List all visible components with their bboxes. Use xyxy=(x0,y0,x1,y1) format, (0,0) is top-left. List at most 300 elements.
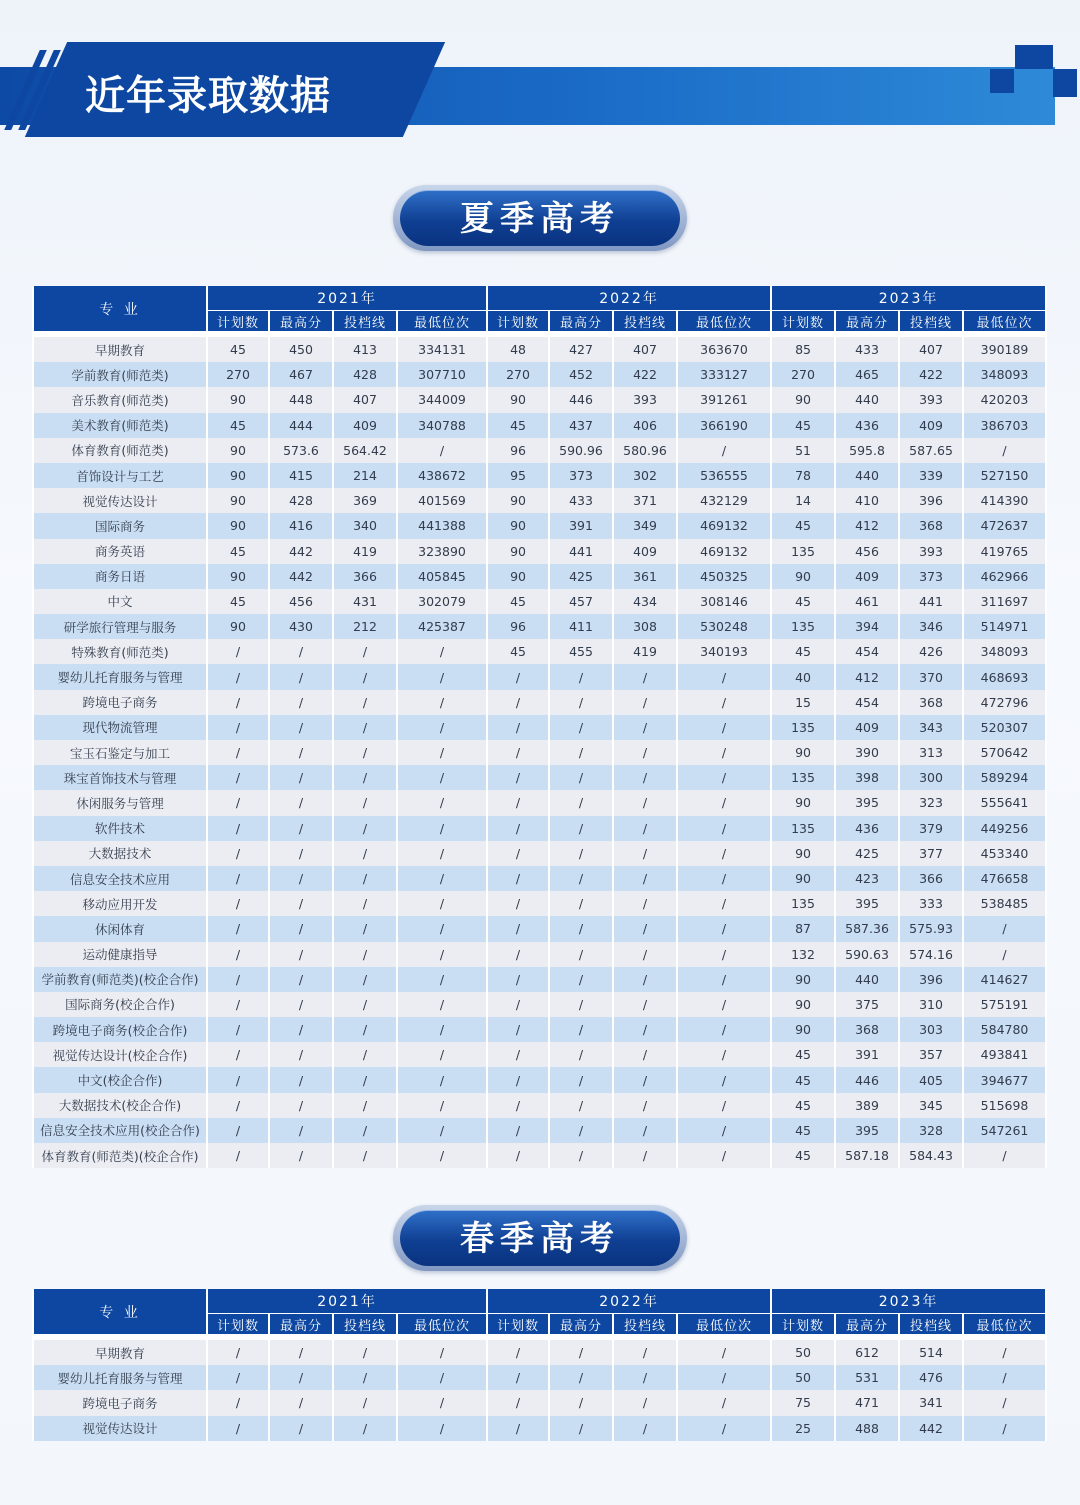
major-name-cell: 早期教育 xyxy=(33,1337,207,1365)
table-cell: / xyxy=(613,1337,677,1365)
table-cell: 334131 xyxy=(397,334,487,362)
table-cell: / xyxy=(207,816,269,841)
table-cell: 45 xyxy=(207,589,269,614)
summer-admission-table xyxy=(32,286,1047,1168)
table-cell: 394677 xyxy=(963,1067,1046,1092)
table-cell: 531 xyxy=(835,1365,899,1390)
table-row xyxy=(33,891,1046,916)
major-name-cell: 跨境电子商务 xyxy=(33,1390,207,1415)
table-cell: / xyxy=(487,1042,549,1067)
table-cell: / xyxy=(677,1017,771,1042)
table-cell: 420203 xyxy=(963,387,1046,412)
major-name-cell: 宝玉石鉴定与加工 xyxy=(33,740,207,765)
table-cell: 471 xyxy=(835,1390,899,1415)
table-cell: / xyxy=(549,916,613,941)
table-cell: / xyxy=(487,664,549,689)
table-cell: 45 xyxy=(771,513,835,538)
table-cell: 455 xyxy=(549,639,613,664)
table-row xyxy=(33,715,1046,740)
table-cell: 416 xyxy=(269,513,333,538)
table-cell: 555641 xyxy=(963,790,1046,815)
table-cell: / xyxy=(269,1365,333,1390)
column-header: 投档线 xyxy=(899,311,963,335)
table-cell: 390 xyxy=(835,740,899,765)
table-cell: 379 xyxy=(899,816,963,841)
table-cell: / xyxy=(549,1093,613,1118)
table-cell: 393 xyxy=(613,387,677,412)
table-cell: 434 xyxy=(613,589,677,614)
major-name-cell: 学前教育(师范类)(校企合作) xyxy=(33,967,207,992)
table-cell: 410 xyxy=(835,488,899,513)
table-cell: 457 xyxy=(549,589,613,614)
table-cell: / xyxy=(613,715,677,740)
table-cell: / xyxy=(397,967,487,992)
table-cell: / xyxy=(333,866,397,891)
table-cell: / xyxy=(677,1143,771,1168)
table-row xyxy=(33,967,1046,992)
spring-heading: 春季高考 xyxy=(460,1219,620,1259)
table-cell: 575191 xyxy=(963,992,1046,1017)
table-cell: / xyxy=(549,1042,613,1067)
table-cell: 390189 xyxy=(963,334,1046,362)
table-row xyxy=(33,564,1046,589)
column-header: 最高分 xyxy=(269,311,333,335)
table-cell: 85 xyxy=(771,334,835,362)
table-row xyxy=(33,664,1046,689)
table-cell: 14 xyxy=(771,488,835,513)
table-cell: / xyxy=(269,1017,333,1042)
year-header: 2022年 xyxy=(487,1289,771,1314)
table-cell: / xyxy=(269,690,333,715)
table-cell: / xyxy=(613,916,677,941)
major-name-cell: 音乐教育(师范类) xyxy=(33,387,207,412)
table-row xyxy=(33,816,1046,841)
column-header: 最高分 xyxy=(835,311,899,335)
table-cell: 51 xyxy=(771,438,835,463)
table-cell: 493841 xyxy=(963,1042,1046,1067)
table-cell: / xyxy=(549,841,613,866)
table-cell: / xyxy=(333,916,397,941)
table-cell: / xyxy=(487,740,549,765)
table-cell: / xyxy=(963,1365,1046,1390)
table-cell: 436 xyxy=(835,816,899,841)
table-cell: / xyxy=(333,1416,397,1441)
table-cell: 50 xyxy=(771,1337,835,1365)
table-cell: / xyxy=(397,1365,487,1390)
table-row xyxy=(33,334,1046,362)
table-cell: / xyxy=(613,1390,677,1415)
table-cell: 414627 xyxy=(963,967,1046,992)
table-cell: 45 xyxy=(771,1118,835,1143)
table-row xyxy=(33,488,1046,513)
table-cell: 78 xyxy=(771,463,835,488)
table-cell: / xyxy=(397,765,487,790)
table-cell: 587.36 xyxy=(835,916,899,941)
table-cell: / xyxy=(269,740,333,765)
table-cell: 401569 xyxy=(397,488,487,513)
table-cell: / xyxy=(397,816,487,841)
table-cell: / xyxy=(207,1017,269,1042)
table-cell: 333 xyxy=(899,891,963,916)
table-row xyxy=(33,1118,1046,1143)
table-cell: / xyxy=(549,1416,613,1441)
table-cell: / xyxy=(487,1017,549,1042)
table-cell: 423 xyxy=(835,866,899,891)
major-name-cell: 珠宝首饰技术与管理 xyxy=(33,765,207,790)
table-cell: 90 xyxy=(207,463,269,488)
table-cell: / xyxy=(487,1337,549,1365)
table-cell: 90 xyxy=(207,488,269,513)
table-cell: / xyxy=(397,916,487,941)
table-cell: / xyxy=(963,1416,1046,1441)
table-cell: 302079 xyxy=(397,589,487,614)
table-row xyxy=(33,463,1046,488)
major-name-cell: 婴幼儿托育服务与管理 xyxy=(33,664,207,689)
table-cell: 396 xyxy=(899,488,963,513)
major-name-cell: 移动应用开发 xyxy=(33,891,207,916)
major-name-cell: 商务日语 xyxy=(33,564,207,589)
table-cell: 348093 xyxy=(963,362,1046,387)
table-cell: 346 xyxy=(899,614,963,639)
table-cell: / xyxy=(549,967,613,992)
column-header: 最高分 xyxy=(835,1314,899,1338)
table-cell: / xyxy=(613,1017,677,1042)
table-cell: / xyxy=(333,639,397,664)
table-cell: / xyxy=(613,664,677,689)
column-header: 计划数 xyxy=(771,1314,835,1338)
table-cell: / xyxy=(677,790,771,815)
table-cell: / xyxy=(677,765,771,790)
table-cell: 456 xyxy=(269,589,333,614)
table-cell: / xyxy=(549,690,613,715)
table-cell: / xyxy=(333,1390,397,1415)
table-cell: 323 xyxy=(899,790,963,815)
table-cell: / xyxy=(397,1337,487,1365)
major-header: 专 业 xyxy=(33,286,207,334)
table-cell: 520307 xyxy=(963,715,1046,740)
major-name-cell: 跨境电子商务 xyxy=(33,690,207,715)
table-cell: 462966 xyxy=(963,564,1046,589)
table-cell: / xyxy=(677,1118,771,1143)
table-cell: / xyxy=(269,992,333,1017)
table-cell: / xyxy=(333,992,397,1017)
table-cell: 90 xyxy=(771,992,835,1017)
table-cell: 368 xyxy=(899,690,963,715)
table-cell: 311697 xyxy=(963,589,1046,614)
table-cell: 450325 xyxy=(677,564,771,589)
table-cell: / xyxy=(963,438,1046,463)
decor-square xyxy=(1053,69,1077,97)
table-cell: 570642 xyxy=(963,740,1046,765)
table-cell: 370 xyxy=(899,664,963,689)
table-cell: 488 xyxy=(835,1416,899,1441)
table-cell: 431 xyxy=(333,589,397,614)
table-cell: / xyxy=(487,690,549,715)
table-cell: / xyxy=(677,866,771,891)
table-cell: 391261 xyxy=(677,387,771,412)
table-cell: 584780 xyxy=(963,1017,1046,1042)
table-cell: / xyxy=(613,942,677,967)
year-header: 2021年 xyxy=(207,286,487,311)
table-cell: 433 xyxy=(549,488,613,513)
table-cell: 96 xyxy=(487,438,549,463)
year-header: 2022年 xyxy=(487,286,771,311)
table-cell: / xyxy=(397,1390,487,1415)
table-cell: / xyxy=(333,765,397,790)
table-cell: 135 xyxy=(771,715,835,740)
table-cell: 340 xyxy=(333,513,397,538)
table-row xyxy=(33,413,1046,438)
table-cell: / xyxy=(677,942,771,967)
table-cell: / xyxy=(333,715,397,740)
table-cell: / xyxy=(207,841,269,866)
table-cell: 375 xyxy=(835,992,899,1017)
table-cell: / xyxy=(677,891,771,916)
table-cell: / xyxy=(613,740,677,765)
table-cell: / xyxy=(333,664,397,689)
table-cell: / xyxy=(207,1390,269,1415)
major-name-cell: 国际商务 xyxy=(33,513,207,538)
table-cell: 313 xyxy=(899,740,963,765)
table-cell: 441388 xyxy=(397,513,487,538)
year-header: 2023年 xyxy=(771,1289,1046,1314)
major-name-cell: 信息安全技术应用 xyxy=(33,866,207,891)
table-cell: 465 xyxy=(835,362,899,387)
table-cell: 45 xyxy=(487,589,549,614)
table-row xyxy=(33,841,1046,866)
table-cell: 441 xyxy=(549,539,613,564)
table-cell: / xyxy=(613,1067,677,1092)
table-cell: / xyxy=(677,841,771,866)
table-cell: 453340 xyxy=(963,841,1046,866)
major-name-cell: 视觉传达设计 xyxy=(33,1416,207,1441)
column-header: 计划数 xyxy=(487,311,549,335)
major-name-cell: 体育教育(师范类) xyxy=(33,438,207,463)
table-cell: 341 xyxy=(899,1390,963,1415)
spring-heading-badge xyxy=(393,1205,687,1271)
table-cell: / xyxy=(397,1067,487,1092)
major-name-cell: 运动健康指导 xyxy=(33,942,207,967)
table-cell: 90 xyxy=(771,564,835,589)
table-row xyxy=(33,1365,1046,1390)
table-cell: 395 xyxy=(835,790,899,815)
table-row xyxy=(33,1067,1046,1092)
table-cell: / xyxy=(549,992,613,1017)
table-cell: / xyxy=(549,1390,613,1415)
table-cell: 333127 xyxy=(677,362,771,387)
table-cell: 432129 xyxy=(677,488,771,513)
table-cell: / xyxy=(549,942,613,967)
table-cell: / xyxy=(549,866,613,891)
table-row xyxy=(33,438,1046,463)
table-cell: 377 xyxy=(899,841,963,866)
table-cell: 212 xyxy=(333,614,397,639)
table-cell: 45 xyxy=(487,413,549,438)
table-cell: 75 xyxy=(771,1390,835,1415)
table-cell: / xyxy=(487,1118,549,1143)
table-cell: 428 xyxy=(333,362,397,387)
table-cell: 450 xyxy=(269,334,333,362)
decor-square xyxy=(990,69,1014,93)
table-cell: 300 xyxy=(899,765,963,790)
major-name-cell: 视觉传达设计(校企合作) xyxy=(33,1042,207,1067)
table-cell: 96 xyxy=(487,614,549,639)
table-cell: 587.65 xyxy=(899,438,963,463)
table-cell: / xyxy=(613,992,677,1017)
table-cell: / xyxy=(613,1416,677,1441)
table-cell: 406 xyxy=(613,413,677,438)
table-cell: / xyxy=(207,967,269,992)
table-cell: 580.96 xyxy=(613,438,677,463)
table-cell: / xyxy=(333,1143,397,1168)
table-cell: / xyxy=(549,1118,613,1143)
table-cell: 469132 xyxy=(677,539,771,564)
table-cell: / xyxy=(269,1042,333,1067)
table-cell: 371 xyxy=(613,488,677,513)
table-cell: / xyxy=(207,1042,269,1067)
table-cell: / xyxy=(269,790,333,815)
table-cell: 340788 xyxy=(397,413,487,438)
table-cell: / xyxy=(549,1017,613,1042)
table-cell: 135 xyxy=(771,891,835,916)
table-cell: / xyxy=(333,1365,397,1390)
table-cell: / xyxy=(207,942,269,967)
table-cell: / xyxy=(487,765,549,790)
table-cell: 527150 xyxy=(963,463,1046,488)
table-row xyxy=(33,1042,1046,1067)
major-name-cell: 现代物流管理 xyxy=(33,715,207,740)
table-cell: / xyxy=(269,715,333,740)
table-cell: / xyxy=(397,715,487,740)
table-cell: / xyxy=(487,942,549,967)
major-name-cell: 大数据技术 xyxy=(33,841,207,866)
table-cell: / xyxy=(487,1365,549,1390)
major-name-cell: 视觉传达设计 xyxy=(33,488,207,513)
table-cell: / xyxy=(207,866,269,891)
table-cell: 270 xyxy=(771,362,835,387)
table-cell: 413 xyxy=(333,334,397,362)
table-cell: / xyxy=(269,816,333,841)
table-cell: / xyxy=(333,1042,397,1067)
table-cell: / xyxy=(487,841,549,866)
table-cell: / xyxy=(333,740,397,765)
table-cell: / xyxy=(207,1118,269,1143)
table-cell: 536555 xyxy=(677,463,771,488)
table-cell: 590.63 xyxy=(835,942,899,967)
table-cell: 50 xyxy=(771,1365,835,1390)
table-cell: 440 xyxy=(835,387,899,412)
table-cell: / xyxy=(333,1118,397,1143)
table-cell: / xyxy=(613,765,677,790)
column-header: 投档线 xyxy=(333,311,397,335)
table-cell: 87 xyxy=(771,916,835,941)
table-cell: 409 xyxy=(835,564,899,589)
table-row xyxy=(33,1337,1046,1365)
major-name-cell: 大数据技术(校企合作) xyxy=(33,1093,207,1118)
table-cell: / xyxy=(963,916,1046,941)
table-cell: / xyxy=(677,1042,771,1067)
table-cell: 323890 xyxy=(397,539,487,564)
column-header: 投档线 xyxy=(333,1314,397,1338)
major-name-cell: 中文 xyxy=(33,589,207,614)
major-name-cell: 学前教育(师范类) xyxy=(33,362,207,387)
table-cell: / xyxy=(549,740,613,765)
table-cell: 135 xyxy=(771,614,835,639)
table-cell: 412 xyxy=(835,513,899,538)
table-cell: 369 xyxy=(333,488,397,513)
table-cell: / xyxy=(397,1143,487,1168)
table-cell: 90 xyxy=(487,564,549,589)
table-cell: / xyxy=(487,790,549,815)
table-cell: / xyxy=(549,1337,613,1365)
table-cell: / xyxy=(677,1067,771,1092)
table-cell: 409 xyxy=(613,539,677,564)
table-cell: / xyxy=(207,1093,269,1118)
table-cell: / xyxy=(269,942,333,967)
table-cell: / xyxy=(487,1143,549,1168)
table-cell: / xyxy=(397,1042,487,1067)
table-cell: / xyxy=(397,1118,487,1143)
table-cell: 48 xyxy=(487,334,549,362)
table-cell: 595.8 xyxy=(835,438,899,463)
table-cell: / xyxy=(333,841,397,866)
table-cell: / xyxy=(207,790,269,815)
table-cell: 446 xyxy=(835,1067,899,1092)
table-cell: 441 xyxy=(899,589,963,614)
table-cell: / xyxy=(677,816,771,841)
table-cell: / xyxy=(487,1067,549,1092)
table-cell: 132 xyxy=(771,942,835,967)
table-cell: 612 xyxy=(835,1337,899,1365)
table-cell: / xyxy=(397,690,487,715)
table-cell: 303 xyxy=(899,1017,963,1042)
table-cell: / xyxy=(487,866,549,891)
table-cell: / xyxy=(549,1365,613,1390)
table-cell: / xyxy=(487,891,549,916)
table-cell: 454 xyxy=(835,690,899,715)
table-cell: 135 xyxy=(771,765,835,790)
table-cell: / xyxy=(613,1118,677,1143)
table-cell: 90 xyxy=(487,539,549,564)
table-cell: / xyxy=(207,715,269,740)
major-name-cell: 商务英语 xyxy=(33,539,207,564)
column-header: 最高分 xyxy=(549,311,613,335)
table-cell: / xyxy=(333,967,397,992)
table-cell: 394 xyxy=(835,614,899,639)
table-cell: 90 xyxy=(771,740,835,765)
table-cell: 45 xyxy=(771,1093,835,1118)
table-cell: 454 xyxy=(835,639,899,664)
table-cell: / xyxy=(269,1143,333,1168)
table-row xyxy=(33,1390,1046,1415)
table-cell: / xyxy=(397,664,487,689)
table-cell: / xyxy=(487,816,549,841)
table-cell: 589294 xyxy=(963,765,1046,790)
table-cell: / xyxy=(613,866,677,891)
table-cell: 349 xyxy=(613,513,677,538)
major-name-cell: 特殊教育(师范类) xyxy=(33,639,207,664)
table-cell: / xyxy=(397,992,487,1017)
table-cell: 361 xyxy=(613,564,677,589)
table-cell: 308 xyxy=(613,614,677,639)
table-cell: / xyxy=(269,1390,333,1415)
table-cell: 90 xyxy=(771,866,835,891)
major-name-cell: 信息安全技术应用(校企合作) xyxy=(33,1118,207,1143)
table-cell: / xyxy=(269,866,333,891)
table-cell: 476658 xyxy=(963,866,1046,891)
table-cell: 45 xyxy=(771,1067,835,1092)
table-cell: 468693 xyxy=(963,664,1046,689)
